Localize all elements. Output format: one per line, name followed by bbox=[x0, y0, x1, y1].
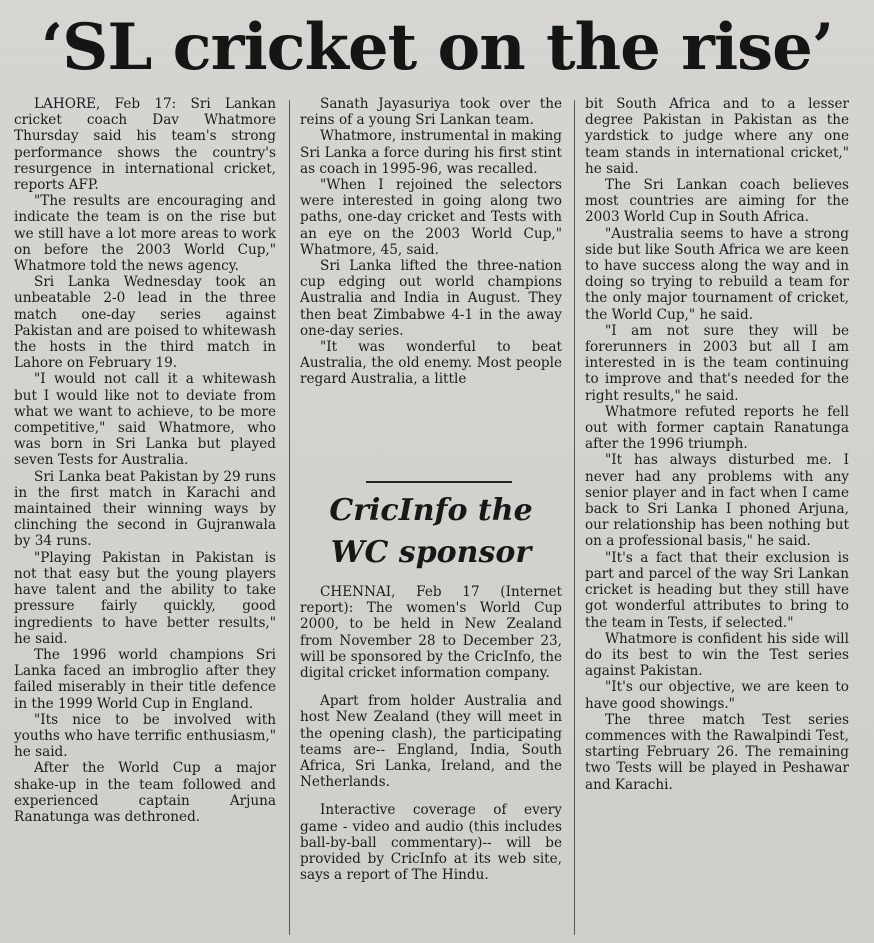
article-column-2 bbox=[300, 96, 562, 388]
paragraph: Sri Lanka Wednesday took an unbeatable 2-0 lead in the three match one-day series against Pakistan and are poised to whitewash the hosts in the third match in Lahore on February 19. bbox=[14, 274, 276, 372]
paragraph: Whatmore refuted reports he fell out with former captain Ranatunga after the 1996 triumph. bbox=[585, 403, 849, 453]
paragraph: "It's a fact that their exclusion is part and parcel of the way Sri Lankan cricket is heading but they still have got wonderful attributes to bring to the team in Tests, if selected." bbox=[585, 549, 849, 631]
paragraph: The three match Test series commences with the Rawalpindi Test, starting February 26. The remaining two Tests will be played in Peshawar and Karachi. bbox=[585, 711, 849, 793]
paragraph: "Australia seems to have a strong side but like South Africa we are keen to have success along the way and in doing so trying to rebuild a team for the only major tournament of cricket, the World Cup," he said. bbox=[585, 225, 849, 323]
paragraph: Interactive coverage of every game - video and audio (this includes ball-by-ball commentary)-- will be provided by CricInfo at its web site, says a report of The Hindu. bbox=[300, 802, 562, 884]
paragraph: Whatmore is confident his side will do its best to win the Test series against Pakistan. bbox=[585, 630, 849, 680]
article-column-3 bbox=[585, 96, 849, 793]
paragraph: "I am not sure they will be forerunners in 2003 but all I am interested in is the team continuing to improve and that's needed for the right results," he said. bbox=[585, 322, 849, 404]
paragraph: bit South Africa and to a lesser degree Pakistan in Pakistan as the yardstick to judge where any one team stands in international cricket," he said. bbox=[585, 96, 849, 177]
paragraph: After the World Cup a major shake-up in the team followed and experienced captain Arjuna Ranatunga was dethroned. bbox=[14, 760, 276, 825]
article-column-1 bbox=[14, 96, 276, 825]
paragraph: "I would not call it a whitewash but I would like not to deviate from what we want to achieve, to be more competitive," said Whatmore, who was born in Sri Lanka but played seven Tests for Australia. bbox=[14, 371, 276, 469]
paragraph: "It was wonderful to beat Australia, the old enemy. Most people regard Australia, a little bbox=[300, 339, 562, 388]
paragraph: Whatmore, instrumental in making Sri Lanka a force during his first stint as coach in 1995-96, was recalled. bbox=[300, 128, 562, 177]
paragraph: "When I rejoined the selectors were interested in going along two paths, one-day cricket and Tests with an eye on the 2003 World Cup," Whatmore, 45, said. bbox=[300, 177, 562, 258]
paragraph: "It has always disturbed me. I never had any problems with any senior player and in fact when I came back to Sri Lanka I phoned Arjuna, our relationship has been nothing but on a professional basis," he said. bbox=[585, 452, 849, 550]
paragraph: "Its nice to be involved with youths who have terrific enthusiasm," he said. bbox=[14, 711, 276, 761]
headline: ‘SL cricket on the rise’ bbox=[40, 10, 834, 85]
paragraph: "Playing Pakistan in Pakistan is not that easy but the young players have talent and the ability to take pressure fairly quickly, good ingredients to have better results," he said. bbox=[14, 549, 276, 647]
paragraph: The Sri Lankan coach believes most countries are aiming for the 2003 World Cup in South Africa. bbox=[585, 177, 849, 226]
paragraph: Sri Lanka lifted the three-nation cup edging out world champions Australia and India in August. They then beat Zimbabwe 4-1 in the away one-day series. bbox=[300, 258, 562, 339]
paragraph: "It's our objective, we are keen to have good showings." bbox=[585, 679, 849, 712]
paragraph: "The results are encouraging and indicate the team is on the rise but we still have a lot more areas to work on before the 2003 World Cup," Whatmore told the news agency. bbox=[14, 193, 276, 275]
column-divider bbox=[574, 100, 575, 935]
paragraph: Apart from holder Australia and host New Zealand (they will meet in the opening clash), the participating teams are-- England, India, South Africa, Sri Lanka, Ireland, and the Netherlands. bbox=[300, 693, 562, 791]
column-divider bbox=[289, 100, 290, 935]
paragraph: CHENNAI, Feb 17 (Internet report): The women's World Cup 2000, to be held in New Zealand from November 28 to December 23, will be sponsored by the CricInfo, the digital cricket information company. bbox=[300, 584, 562, 682]
section-divider bbox=[366, 481, 512, 483]
paragraph: Sanath Jayasuriya took over the reins of a young Sri Lankan team. bbox=[300, 96, 562, 129]
paragraph: Sri Lanka beat Pakistan by 29 runs in the first match in Karachi and maintained their winning ways by clinching the second in Gujranwala by 34 runs. bbox=[14, 468, 276, 550]
sub-headline: CricInfo the WC sponsor bbox=[329, 493, 533, 570]
paragraph: LAHORE, Feb 17: Sri Lankan cricket coach Dav Whatmore Thursday said his team's strong performance shows the country's resurgence in international cricket, reports AFP. bbox=[14, 96, 276, 194]
paragraph: The 1996 world champions Sri Lanka faced an imbroglio after they failed miserably in their title defence in the 1999 World Cup in England. bbox=[14, 646, 276, 712]
sidebar-article bbox=[300, 584, 562, 883]
